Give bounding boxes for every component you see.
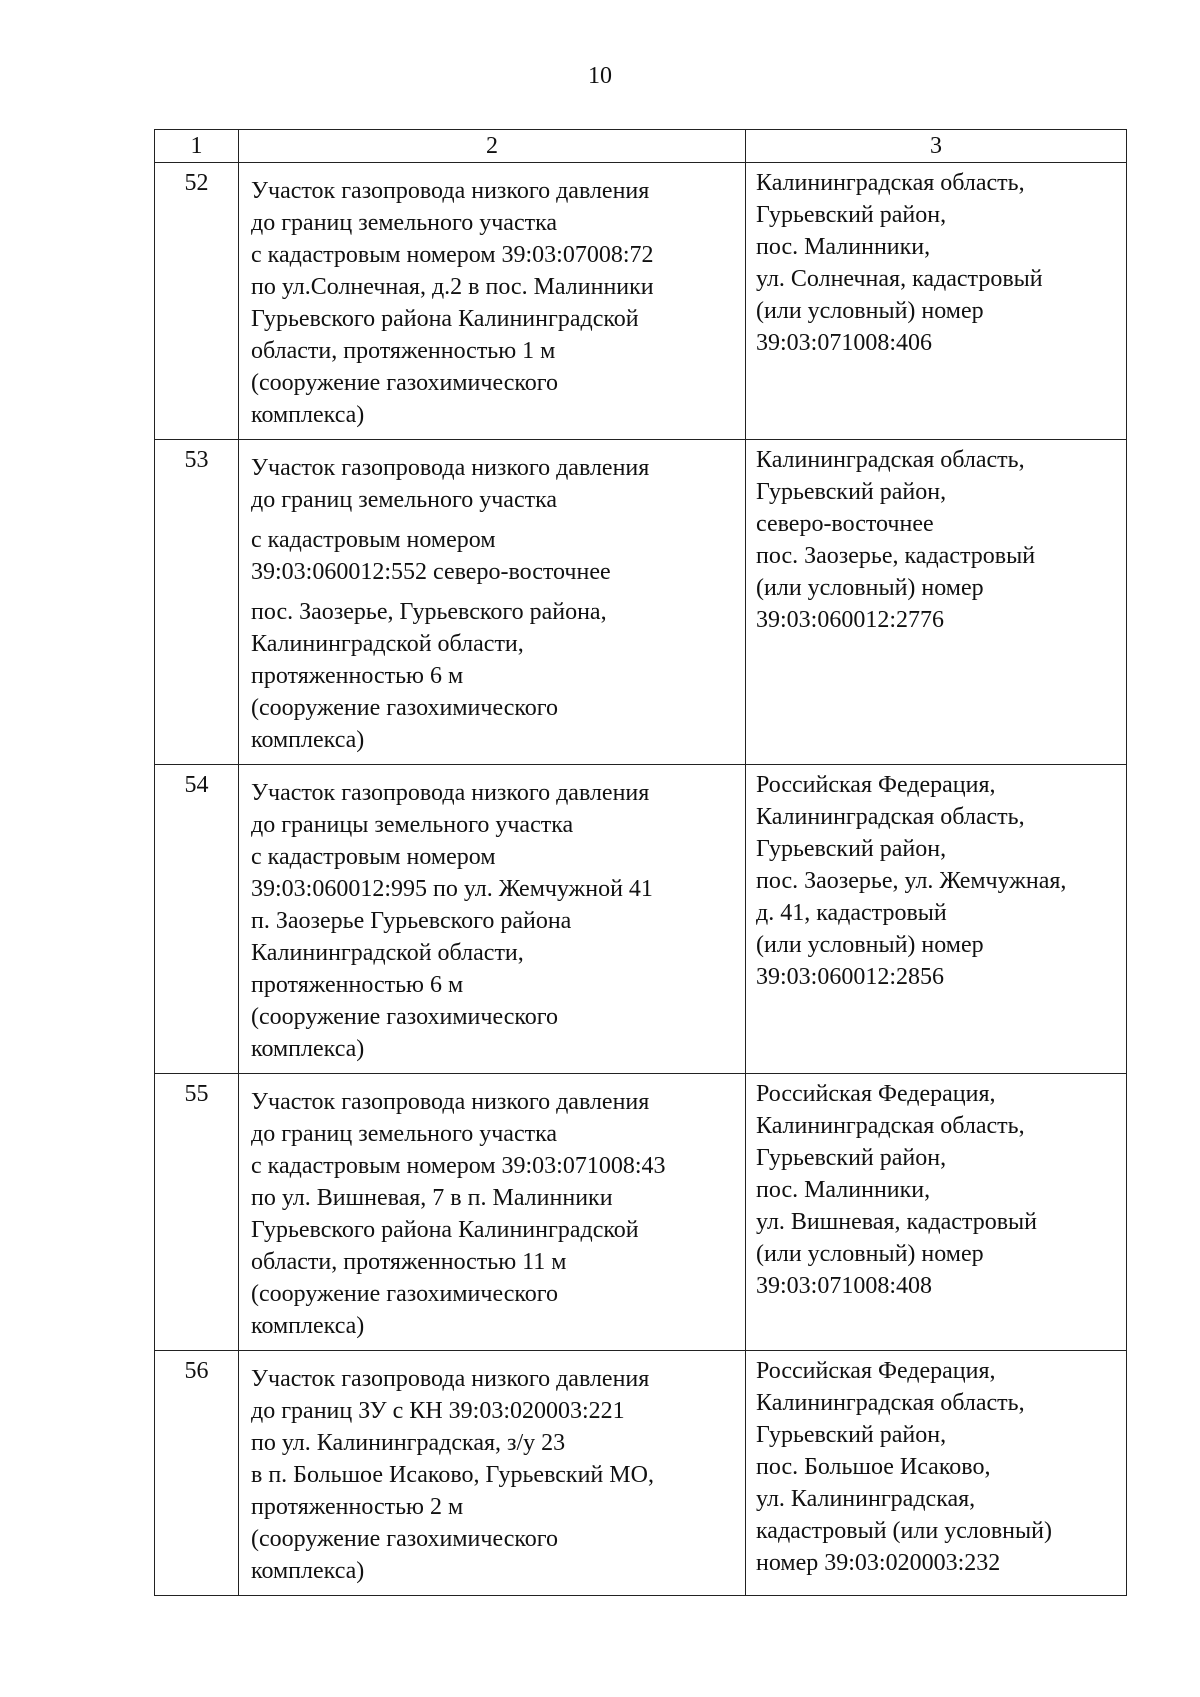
location-line: д. 41, кадастровый: [756, 900, 947, 926]
row-number-cell: 55: [155, 1074, 239, 1351]
description-line: протяженностью 6 м: [251, 663, 464, 689]
description-line: пос. Заозерье, Гурьевского района,: [251, 599, 607, 625]
location-line: пос. Заозерье, кадастровый: [756, 543, 1036, 569]
location-line: северо-восточнее: [756, 511, 934, 537]
object-description-cell: [239, 765, 746, 1074]
location-line: Калининградская область,: [756, 447, 1025, 473]
description-line: по ул. Калининградская, з/у 23: [251, 1430, 566, 1456]
line-gap: [251, 516, 739, 524]
table-row: [155, 1074, 1127, 1351]
description-line: Участок газопровода низкого давления: [251, 1366, 650, 1392]
description-line: с кадастровым номером 39:03:07008:72: [251, 242, 654, 268]
description-line: Участок газопровода низкого давления: [251, 455, 650, 481]
location-line: 39:03:071008:406: [756, 330, 933, 356]
description-line: в п. Большое Исаково, Гурьевский МО,: [251, 1462, 654, 1488]
location-line: 39:03:071008:408: [756, 1273, 933, 1299]
description-line: с кадастровым номером: [251, 527, 496, 553]
description-line: с кадастровым номером: [251, 844, 496, 870]
description-line: с кадастровым номером 39:03:071008:43: [251, 1153, 666, 1179]
location-line: 39:03:060012:2776: [756, 607, 945, 633]
object-description-cell: [239, 1074, 746, 1351]
object-location-cell: [746, 1351, 1127, 1596]
description-line: Гурьевского района Калининградской: [251, 306, 639, 332]
location-line: Калининградская область,: [756, 1390, 1025, 1416]
location-line: Калининградская область,: [756, 1113, 1025, 1139]
description-line: Гурьевского района Калининградской: [251, 1217, 639, 1243]
object-location-cell: [746, 765, 1127, 1074]
description-line: 39:03:060012:552 северо-восточнее: [251, 559, 611, 585]
location-line: пос. Малинники,: [756, 234, 931, 260]
table-row: [155, 1351, 1127, 1596]
location-line: Калининградская область,: [756, 170, 1025, 196]
table-row: [155, 163, 1127, 440]
location-line: (или условный) номер: [756, 932, 984, 958]
page-number: 10: [588, 63, 612, 89]
objects-table: [154, 129, 1127, 1596]
location-line: кадастровый (или условный): [756, 1518, 1052, 1544]
object-description-cell: [239, 1351, 746, 1596]
description-line: комплекса): [251, 402, 365, 428]
header-cell-3: 3: [746, 130, 1127, 163]
description-line: (сооружение газохимического: [251, 1004, 559, 1030]
description-line: комплекса): [251, 1036, 365, 1062]
row-number-cell: 53: [155, 440, 239, 765]
description-line: 39:03:060012:995 по ул. Жемчужной 41: [251, 876, 653, 902]
description-line: до границы земельного участка: [251, 812, 574, 838]
location-line: пос. Большое Исаково,: [756, 1454, 991, 1480]
location-line: (или условный) номер: [756, 298, 984, 324]
description-line: Калининградской области,: [251, 940, 524, 966]
description-line: Участок газопровода низкого давления: [251, 780, 650, 806]
location-line: Российская Федерация,: [756, 1081, 996, 1107]
description-line: до границ земельного участка: [251, 210, 558, 236]
description-line: (сооружение газохимического: [251, 1526, 559, 1552]
location-line: ул. Солнечная, кадастровый: [756, 266, 1043, 292]
object-description-cell: [239, 163, 746, 440]
location-line: ул. Калининградская,: [756, 1486, 976, 1512]
row-number-cell: 54: [155, 765, 239, 1074]
description-line: по ул.Солнечная, д.2 в пос. Малинники: [251, 274, 654, 300]
description-line: протяженностью 6 м: [251, 972, 464, 998]
description-line: (сооружение газохимического: [251, 695, 559, 721]
location-line: номер 39:03:020003:232: [756, 1550, 1001, 1576]
description-line: по ул. Вишневая, 7 в п. Малинники: [251, 1185, 613, 1211]
description-line: комплекса): [251, 1558, 365, 1584]
description-line: области, протяженностью 11 м: [251, 1249, 567, 1275]
location-line: Российская Федерация,: [756, 772, 996, 798]
description-line: (сооружение газохимического: [251, 1281, 559, 1307]
location-line: пос. Заозерье, ул. Жемчужная,: [756, 868, 1067, 894]
description-line: комплекса): [251, 727, 365, 753]
location-line: Калининградская область,: [756, 804, 1025, 830]
table-row: [155, 440, 1127, 765]
location-line: 39:03:060012:2856: [756, 964, 945, 990]
description-line: Калининградской области,: [251, 631, 524, 657]
location-line: (или условный) номер: [756, 1241, 984, 1267]
description-line: п. Заозерье Гурьевского района: [251, 908, 572, 934]
description-line: комплекса): [251, 1313, 365, 1339]
location-line: Гурьевский район,: [756, 1145, 947, 1171]
location-line: Российская Федерация,: [756, 1358, 996, 1384]
description-line: до границ ЗУ с КН 39:03:020003:221: [251, 1398, 625, 1424]
line-gap: [251, 588, 739, 596]
description-line: (сооружение газохимического: [251, 370, 559, 396]
location-line: ул. Вишневая, кадастровый: [756, 1209, 1038, 1235]
location-line: Гурьевский район,: [756, 202, 947, 228]
object-location-cell: [746, 440, 1127, 765]
header-cell-1: 1: [155, 130, 239, 163]
location-line: Гурьевский район,: [756, 1422, 947, 1448]
object-location-cell: [746, 163, 1127, 440]
header-cell-2: 2: [239, 130, 746, 163]
description-line: до границ земельного участка: [251, 487, 558, 513]
location-line: Гурьевский район,: [756, 479, 947, 505]
description-line: Участок газопровода низкого давления: [251, 1089, 650, 1115]
object-location-cell: [746, 1074, 1127, 1351]
row-number-cell: 56: [155, 1351, 239, 1596]
row-number-cell: 52: [155, 163, 239, 440]
location-line: Гурьевский район,: [756, 836, 947, 862]
table-header-row: [155, 130, 1127, 163]
description-line: до границ земельного участка: [251, 1121, 558, 1147]
object-description-cell: [239, 440, 746, 765]
description-line: протяженностью 2 м: [251, 1494, 464, 1520]
location-line: (или условный) номер: [756, 575, 984, 601]
description-line: Участок газопровода низкого давления: [251, 178, 650, 204]
description-line: области, протяженностью 1 м: [251, 338, 556, 364]
table-row: [155, 765, 1127, 1074]
location-line: пос. Малинники,: [756, 1177, 931, 1203]
